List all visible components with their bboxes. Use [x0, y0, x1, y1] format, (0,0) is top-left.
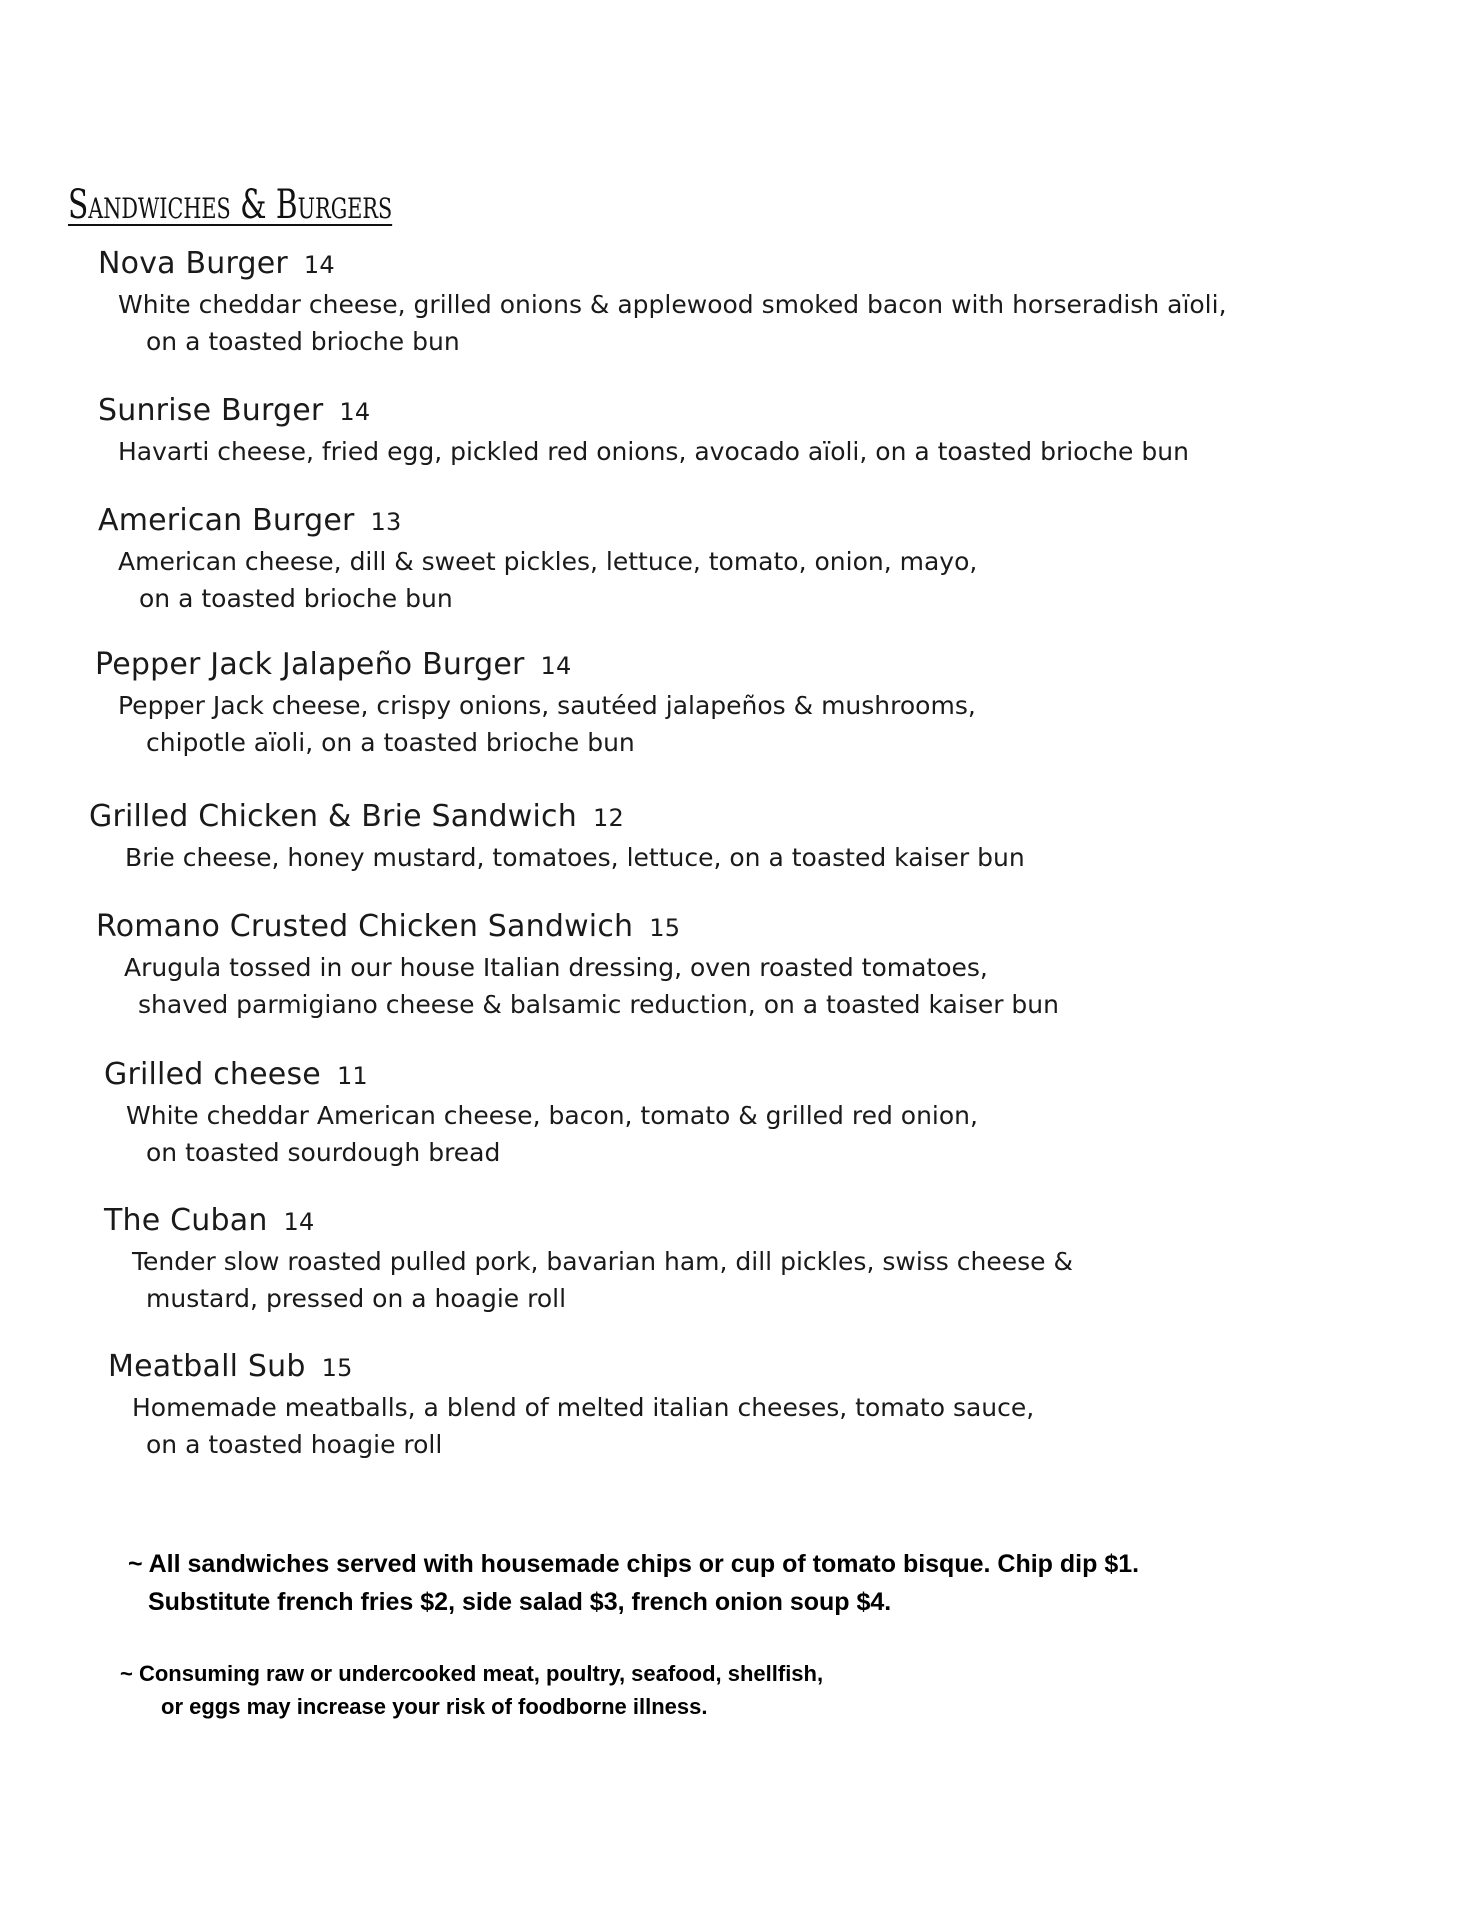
food-safety-warning: [120, 1657, 823, 1723]
note-line: ~ All sandwiches served with housemade chips or cup of tomato bisque. Chip dip $1.: [128, 1550, 1140, 1578]
note-line: or eggs may increase your risk of foodborne illness.: [161, 1694, 708, 1719]
sides-note: [128, 1545, 1139, 1621]
menu-item-romano-crusted-chicken-sandwich: [96, 909, 1059, 1023]
item-name: Grilled Chicken & Brie Sandwich: [89, 799, 577, 834]
item-description: [104, 1243, 1073, 1317]
item-price: 15: [649, 914, 681, 942]
item-price: 12: [592, 804, 624, 832]
item-name: Meatball Sub: [108, 1349, 306, 1384]
menu-item-pepper-jack-jalapeno-burger: [95, 647, 976, 761]
desc-line: on a toasted brioche bun: [146, 327, 460, 356]
desc-line: Havarti cheese, fried egg, pickled red onions, avocado aïoli, on a toasted brioche bun: [118, 437, 1189, 466]
desc-line: White cheddar American cheese, bacon, tomato & grilled red onion,: [126, 1101, 978, 1130]
item-description: [95, 687, 976, 761]
note-line: Substitute french fries $2, side salad $3, french onion soup $4.: [148, 1588, 892, 1616]
item-description: [104, 1097, 978, 1171]
menu-item-sunrise-burger: [98, 393, 1189, 470]
menu-item-grilled-chicken-brie-sandwich: [89, 799, 1025, 876]
desc-line: on a toasted hoagie roll: [146, 1430, 443, 1459]
desc-line: American cheese, dill & sweet pickles, lettuce, tomato, onion, mayo,: [118, 547, 978, 576]
item-name: Grilled cheese: [104, 1057, 321, 1092]
desc-line: Tender slow roasted pulled pork, bavarian ham, dill pickles, swiss cheese &: [132, 1247, 1073, 1276]
desc-line: on a toasted brioche bun: [139, 584, 453, 613]
item-price: 13: [370, 508, 402, 536]
item-description: [98, 286, 1227, 360]
item-name: The Cuban: [104, 1203, 268, 1238]
desc-line: on toasted sourdough bread: [146, 1138, 501, 1167]
item-name: Nova Burger: [98, 246, 288, 281]
item-price: 14: [339, 398, 371, 426]
item-description: [98, 433, 1189, 470]
item-name: Sunrise Burger: [98, 393, 324, 428]
desc-line: White cheddar cheese, grilled onions & applewood smoked bacon with horseradish aïoli,: [118, 290, 1227, 319]
desc-line: chipotle aïoli, on a toasted brioche bun: [146, 728, 635, 757]
section-title: Sandwiches & Burgers: [68, 182, 393, 228]
desc-line: Homemade meatballs, a blend of melted italian cheeses, tomato sauce,: [132, 1393, 1035, 1422]
item-price: 11: [336, 1062, 368, 1090]
item-description: [98, 543, 977, 617]
item-name: Romano Crusted Chicken Sandwich: [96, 909, 634, 944]
note-line: ~ Consuming raw or undercooked meat, poultry, seafood, shellfish,: [120, 1661, 824, 1686]
desc-line: Brie cheese, honey mustard, tomatoes, lettuce, on a toasted kaiser bun: [125, 843, 1025, 872]
item-description: [96, 949, 1059, 1023]
desc-line: mustard, pressed on a hoagie roll: [146, 1284, 567, 1313]
item-name: American Burger: [98, 503, 355, 538]
item-price: 15: [321, 1354, 353, 1382]
menu-item-grilled-cheese: [104, 1057, 978, 1171]
item-description: [89, 839, 1025, 876]
item-price: 14: [303, 251, 335, 279]
desc-line: shaved parmigiano cheese & balsamic reduction, on a toasted kaiser bun: [138, 990, 1059, 1019]
item-description: [108, 1389, 1034, 1463]
desc-line: Arugula tossed in our house Italian dressing, oven roasted tomatoes,: [124, 953, 988, 982]
menu-item-nova-burger: [98, 246, 1227, 360]
menu-item-the-cuban: [104, 1203, 1073, 1317]
item-name: Pepper Jack Jalapeño Burger: [95, 647, 525, 682]
item-price: 14: [540, 652, 572, 680]
menu-item-meatball-sub: [108, 1349, 1034, 1463]
item-price: 14: [283, 1208, 315, 1236]
menu-item-american-burger: [98, 503, 977, 617]
desc-line: Pepper Jack cheese, crispy onions, sautéed jalapeños & mushrooms,: [118, 691, 976, 720]
